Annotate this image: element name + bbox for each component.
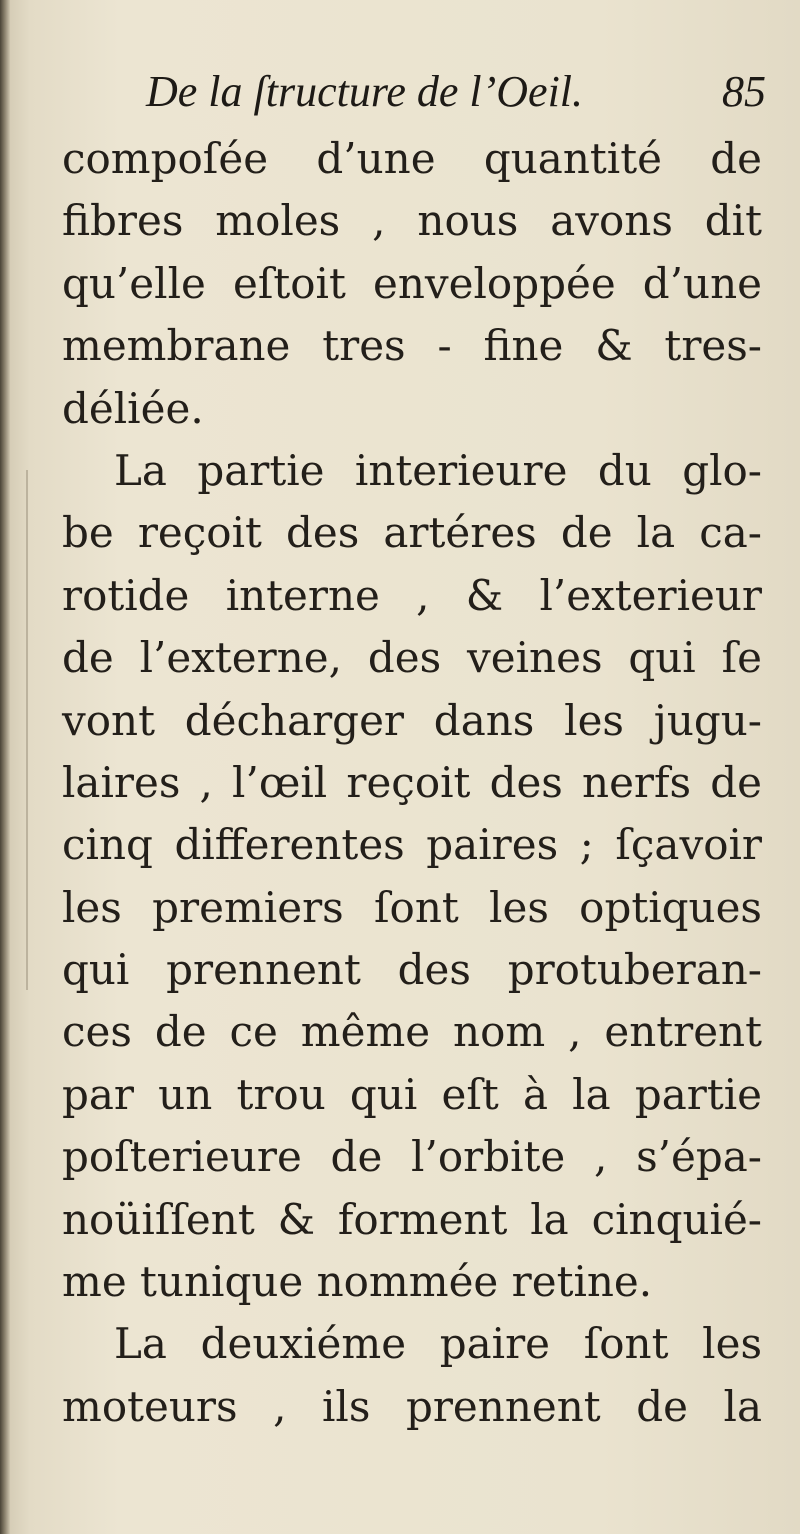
text-line: fibres moles , nous avons dit — [62, 196, 762, 246]
text-line: moteurs , ils prennent de la — [62, 1381, 762, 1431]
running-head — [146, 66, 766, 120]
text-line: membrane tres - fine & tres- — [62, 321, 762, 371]
text-line: me tunique nommée retine. — [62, 1257, 653, 1307]
text-line: les premiers ſont les optiques — [62, 882, 762, 932]
page-gutter-shadow — [0, 0, 10, 1534]
page-number: 85 — [722, 67, 766, 116]
text-line: be reçoit des artéres de la ca- — [62, 508, 762, 558]
text-line: qu’elle eſtoit enveloppée d’une — [62, 258, 762, 308]
running-head-title: De la ſtructure de l’Oeil. — [146, 67, 584, 116]
text-line: La deuxiéme paire ſont les — [114, 1319, 762, 1369]
text-line: La partie interieure du glo- — [114, 445, 762, 495]
text-line: compoſée d’une quantité de — [62, 134, 762, 183]
text-line: cinq differentes paires ; ſçavoir — [62, 820, 762, 870]
page-fold-line — [26, 470, 28, 990]
body-text — [62, 128, 762, 1438]
text-line: noüiſſent & forment la cinquié- — [62, 1194, 762, 1244]
text-line: laires , l’œil reçoit des nerfs de — [62, 757, 762, 807]
text-line: déliée. — [62, 383, 204, 433]
text-line: de l’externe, des veines qui ſe — [62, 633, 762, 683]
text-line: par un trou qui eſt à la partie — [62, 1069, 762, 1119]
text-line: ces de ce même nom , entrent — [62, 1007, 762, 1057]
text-line: poſterieure de l’orbite , s’épa- — [62, 1132, 762, 1182]
text-line: vont décharger dans les jugu- — [62, 695, 762, 745]
text-line: qui prennent des protuberan- — [62, 945, 762, 995]
text-line: rotide interne , & l’exterieur — [62, 570, 762, 620]
